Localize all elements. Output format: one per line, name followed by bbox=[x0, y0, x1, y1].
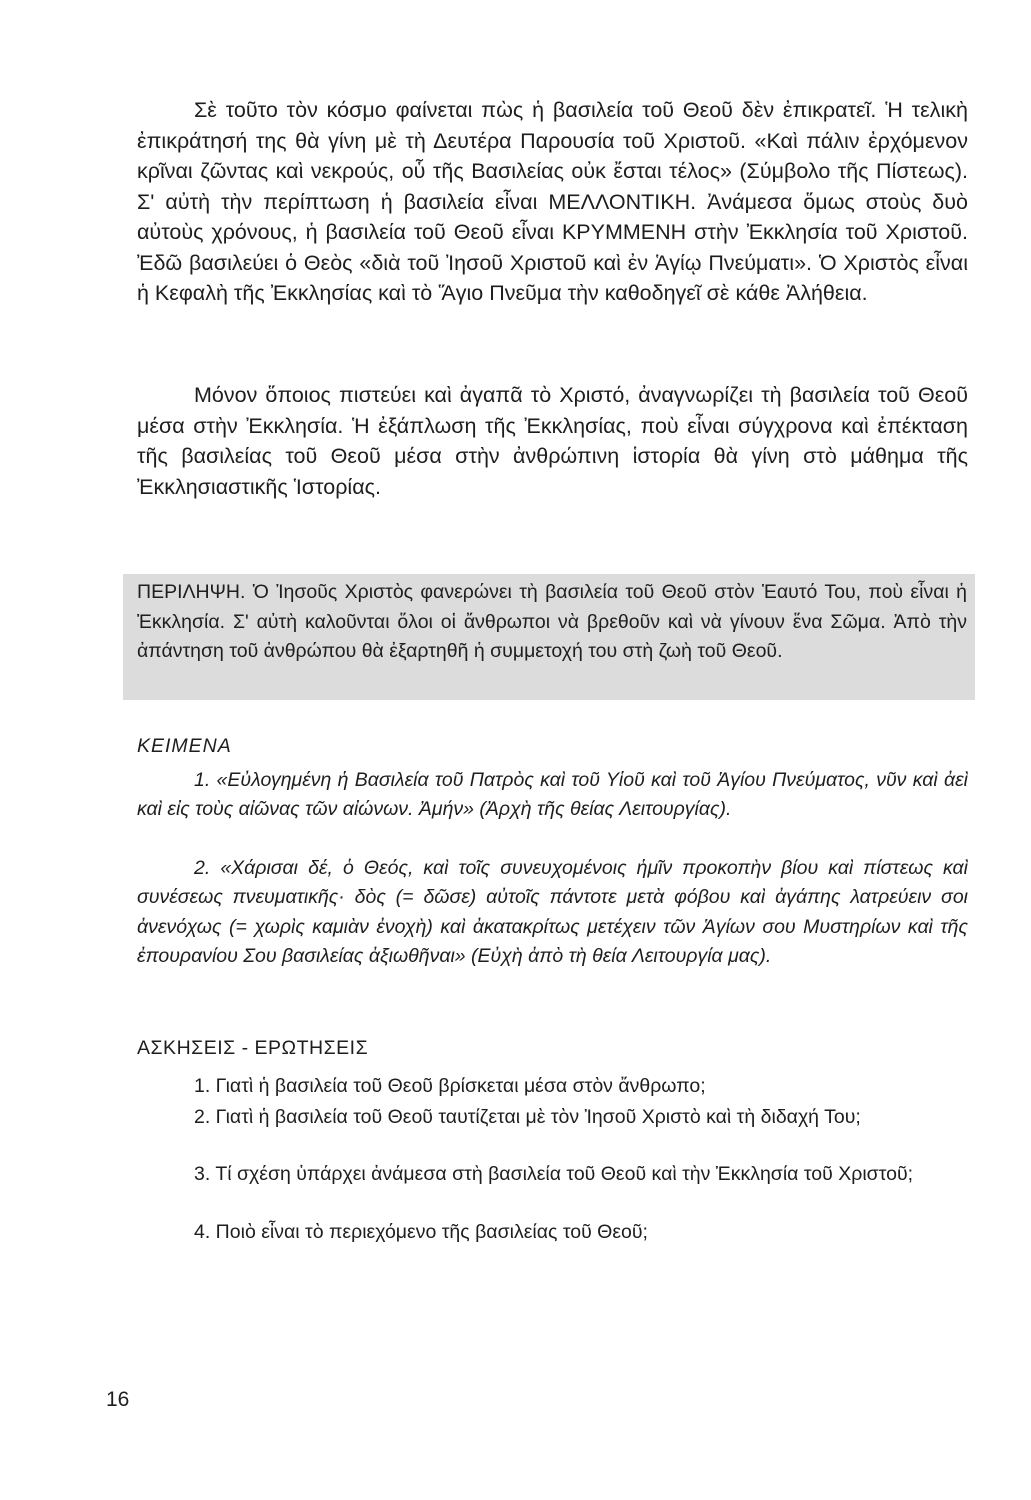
summary-text: ΠΕΡΙΛΗΨΗ. Ὁ Ἰησοῦς Χριστὸς φανερώνει τὴ βασιλεία τοῦ Θεοῦ στὸν Ἑαυτό Του, ποὺ εἶναι ἡ Ἐκκλησία. Σ' αὐτὴ καλοῦνται ὅλοι οἱ ἄνθρωποι νὰ βρεθοῦν καὶ νὰ γίνουν ἕνα Σῶμα. Ἀπὸ τὴν ἀπάντηση τοῦ ἀνθρώπου θὰ ἐξαρτηθῆ ἡ συμμετοχή του στὴ ζωὴ τοῦ Θεοῦ. bbox=[137, 581, 967, 662]
text-excerpt-1: 1. «Εὐλογημένη ἡ Βασιλεία τοῦ Πατρὸς καὶ τοῦ Υἱοῦ καὶ τοῦ Ἁγίου Πνεύματος, νῦν καὶ ἀεὶ καὶ εἰς τοὺς αἰῶνας τῶν αἰώνων. Ἀμήν» (Ἀρχὴ τῆς θείας Λειτουργίας). bbox=[137, 769, 968, 821]
question-2: 2. Γιατὶ ἡ βασιλεία τοῦ Θεοῦ ταυτίζεται μὲ τὸν Ἰησοῦ Χριστὸ καὶ τὴ διδαχή Του; bbox=[194, 1106, 861, 1128]
body-paragraph-1: Σὲ τοῦτο τὸν κόσμο φαίνεται πὼς ἡ βασιλεία τοῦ Θεοῦ δὲν ἐπικρατεῖ. Ἡ τελικὴ ἐπικράτησή της θὰ γίνη μὲ τὴ Δευτέρα Παρουσία τοῦ Χριστοῦ. «Καὶ πάλιν ἐρχόμενον κρῖναι ζῶντας καὶ νεκρούς, οὗ τῆς Βασιλείας οὐκ ἔσται τέλος» (Σύμβολο τῆς Πίστεως). Σ' αὐτὴ τὴν περίπτωση ἡ βασιλεία εἶναι ΜΕΛΛΟΝΤΙΚΗ. Ἀνάμεσα ὅμως στοὺς δυὸ αὐτοὺς χρόνους, ἡ βασιλεία τοῦ Θεοῦ εἶναι ΚΡΥΜΜΕΝΗ στὴν Ἐκκλησία τοῦ Χριστοῦ. Ἐδῶ βασιλεύει ὁ Θεὸς «διὰ τοῦ Ἰησοῦ Χριστοῦ καὶ ἐν Ἁγίῳ Πνεύματι». Ὁ Χριστὸς εἶναι ἡ Κεφαλὴ τῆς Ἐκκλησίας καὶ τὸ Ἅγιο Πνεῦμα τὴν καθοδηγεῖ σὲ κάθε Ἀλήθεια. bbox=[137, 98, 968, 305]
texts-heading: ΚΕΙΜΕΝΑ bbox=[137, 735, 232, 757]
question-4: 4. Ποιὸ εἶναι τὸ περιεχόμενο τῆς βασιλείας τοῦ Θεοῦ; bbox=[194, 1221, 648, 1243]
page-number: 16 bbox=[106, 1388, 130, 1411]
summary-box bbox=[123, 574, 975, 700]
body-paragraph-2: Μόνον ὅποιος πιστεύει καὶ ἀγαπᾶ τὸ Χριστό, ἀναγνωρίζει τὴ βασιλεία τοῦ Θεοῦ μέσα στὴν Ἐκκλησία. Ἡ ἐξάπλωση τῆς Ἐκκλησίας, ποὺ εἶναι σύγχρονα καὶ ἐπέκταση τῆς βασιλείας τοῦ Θεοῦ μέσα στὴν ἀνθρώπινη ἱστορία θὰ γίνη στὸ μάθημα τῆς Ἐκκλησιαστικῆς Ἱστορίας. bbox=[137, 383, 968, 499]
text-excerpt-2: 2. «Χάρισαι δέ, ὁ Θεός, καὶ τοῖς συνευχομένοις ἡμῖν προκοπὴν βίου καὶ πίστεως καὶ συνέσεως πνευματικῆς· δὸς (= δῶσε) αὐτοῖς πάντοτε μετὰ φόβου καὶ ἀγάπης λατρεύειν σοι ἀνενόχως (= χωρὶς καμιὰν ἐνοχὴ) καὶ ἀκατακρίτως μετέχειν τῶν Ἁγίων σου Μυστηρίων καὶ τῆς ἐπουρανίου Σου βασιλείας ἀξιωθῆναι» (Εὐχὴ ἀπὸ τὴ θεία Λειτουργία μας). bbox=[137, 857, 968, 968]
question-1: 1. Γιατὶ ἡ βασιλεία τοῦ Θεοῦ βρίσκεται μέσα στὸν ἄνθρωπο; bbox=[194, 1075, 706, 1097]
question-3: 3. Τί σχέση ὑπάρχει ἀνάμεσα στὴ βασιλεία τοῦ Θεοῦ καὶ τὴν Ἐκκλησία τοῦ Χριστοῦ; bbox=[194, 1163, 914, 1185]
exercises-heading: ΑΣΚΗΣΕΙΣ - ΕΡΩΤΗΣΕΙΣ bbox=[137, 1037, 369, 1059]
